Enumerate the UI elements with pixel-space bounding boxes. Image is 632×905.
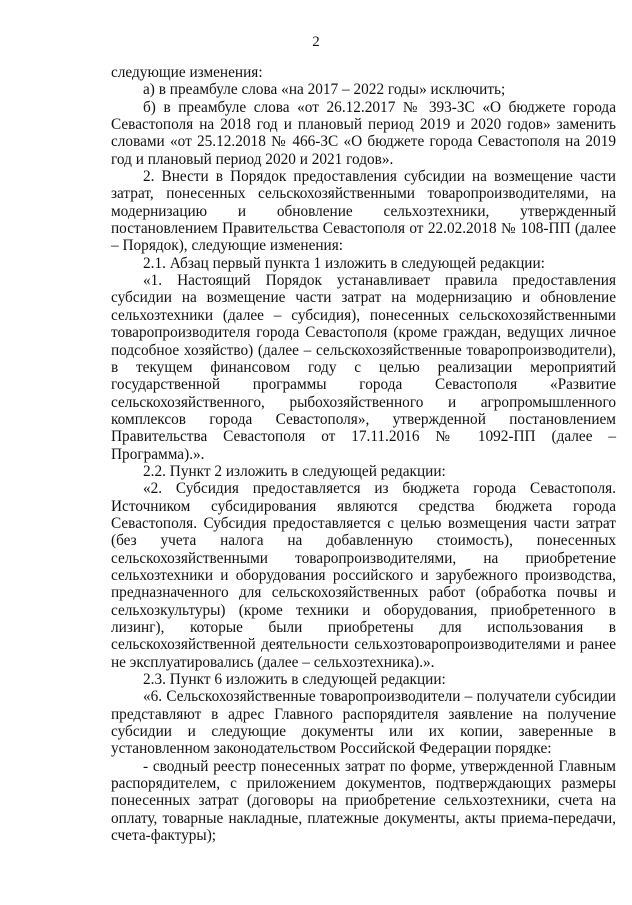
paragraph: 2.3. Пункт 6 изложить в следующей редакции:: [143, 671, 446, 689]
paragraph: «6. Сельскохозяйственные товаропроизводители – получатели субсидии представляют в адрес Главного распорядителя заявление на получение субсидии и следующие документы или их копии, заверенные в установленном законодательством Российской Федерации порядке:: [111, 688, 616, 758]
paragraph: - сводный реестр понесенных затрат по форме, утвержденной Главным распорядителем, с приложением документов, подтверждающих размеры понесенных затрат (договоры на приобретение сельхозтехники, счета на оплату, товарные накладные, платежные документы, акты приема-передачи, счета-фактуры);: [111, 757, 616, 845]
paragraph: 2. Внести в Порядок предоставления субсидии на возмещение части затрат, понесенных сельскохозяйственными товаропроизводителями, на модернизацию и обновление сельхозтехники, утвержденный постановлением Правительства Севастополя от 22.02.2018 № 108-ПП (далее – Порядок), следующие изменения:: [111, 168, 616, 255]
page-number: 2: [312, 34, 320, 50]
paragraph: а) в преамбуле слова «на 2017 – 2022 годы» исключить;: [143, 81, 506, 99]
paragraph: следующие изменения:: [111, 64, 263, 81]
document-body: [111, 64, 616, 844]
paragraph: «1. Настоящий Порядок устанавливает правила предоставления субсидии на возмещение части затрат на модернизацию и обновление сельхозтехники (далее – субсидия), понесенных сельскохозяйственными товаропроизводителя города Севастополя (кроме граждан, ведущих личное подсобное хозяйство) (далее – сельскохозяйственные товаропроизводители), в текущем финансовом году с целью реализации мероприятий государственной программы города Севастополя «Развитие сельскохозяйственного, рыбохозяйственного и агропромышленного комплексов города Севастополя», утвержденной постановлением Правительства Севастополя от 17.11.2016 № 1092-ПП (далее – Программа).».: [111, 272, 616, 463]
paragraph: б) в преамбуле слова «от 26.12.2017 № 393-ЗС «О бюджете города Севастополя на 2018 год и плановый период 2019 и 2020 годов» заменить словами «от 25.12.2018 № 466-ЗС «О бюджете города Севастополя на 2019 год и плановый период 2020 и 2021 годов».: [111, 98, 616, 168]
paragraph: 2.1. Абзац первый пункта 1 изложить в следующей редакции:: [143, 254, 545, 272]
paragraph: «2. Субсидия предоставляется из бюджета города Севастополя. Источником субсидирования являются средства бюджета города Севастополя. Субсидия предоставляется с целью возмещения части затрат (без учета налога на добавленную стоимость), понесенных сельскохозяйственными товаропроизводителями, на приобретение сельхозтехники и оборудования российского и зарубежного производства, предназначенного для сельскохозяйственных работ (обработка почвы и сельхозкультуры) (кроме техники и оборудования, приобретенного в лизинг), которые были приобретены для использования в сельскохозяйственной деятельности сельхозтоваропроизводителями и ранее не эксплуатировались (далее – сельхозтехника).».: [111, 480, 616, 671]
paragraph: 2.2. Пункт 2 изложить в следующей редакции:: [143, 462, 446, 480]
